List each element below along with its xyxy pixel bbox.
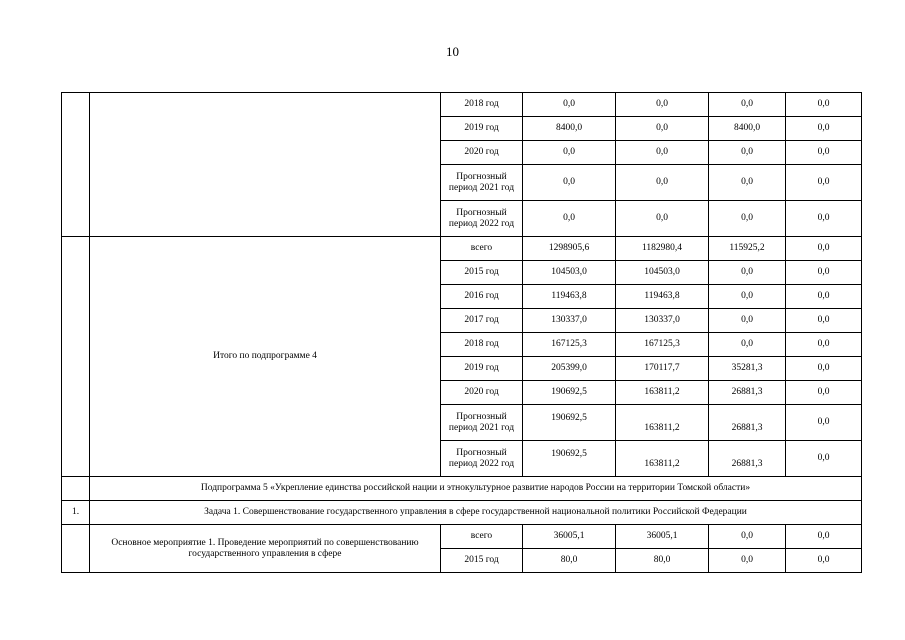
value-cell: 130337,0 [523,309,616,333]
row-number-cell [62,525,90,573]
value-cell: 0,0 [786,261,862,285]
value-cell: 0,0 [786,165,862,201]
value-cell: 0,0 [786,117,862,141]
value-cell: 0,0 [709,261,786,285]
year-cell: всего [441,525,523,549]
value-cell: 170117,7 [616,357,709,381]
value-cell: 26881,3 [709,381,786,405]
value-cell: 0,0 [786,309,862,333]
year-cell: Прогнозный период 2021 год [441,165,523,201]
row-number-cell [62,237,90,477]
value-cell: 0,0 [523,165,616,201]
value-cell: 163811,2 [616,381,709,405]
value-cell: 0,0 [709,201,786,237]
value-text: 190692,5 [551,413,587,423]
value-cell: 104503,0 [616,261,709,285]
value-cell: 119463,8 [616,285,709,309]
value-text: 26881,3 [731,423,763,433]
year-cell: Прогнозный период 2021 год [441,405,523,441]
value-cell: 0,0 [786,549,862,573]
value-cell: 104503,0 [523,261,616,285]
value-cell: 0,0 [523,141,616,165]
value-cell: 0,0 [616,93,709,117]
value-cell: 0,0 [709,525,786,549]
value-cell: 36005,1 [616,525,709,549]
value-cell [523,441,616,477]
value-cell: 0,0 [709,549,786,573]
year-cell: 2020 год [441,141,523,165]
value-cell: 190692,5 [523,381,616,405]
value-cell: 0,0 [786,285,862,309]
value-cell: 0,0 [616,201,709,237]
row-number-cell [62,477,90,501]
year-cell: 2019 год [441,117,523,141]
value-cell: 167125,3 [616,333,709,357]
value-cell: 115925,2 [709,237,786,261]
table-row [62,477,862,501]
value-cell: 1182980,4 [616,237,709,261]
value-cell: 0,0 [786,381,862,405]
value-text: 163811,2 [644,423,680,433]
row-number-cell [62,93,90,237]
value-cell: 119463,8 [523,285,616,309]
value-cell [523,405,616,441]
year-cell: 2015 год [441,549,523,573]
year-cell: 2020 год [441,381,523,405]
row-name-cell [90,93,441,237]
value-text: 26881,3 [731,459,763,469]
value-text: 163811,2 [644,459,680,469]
value-cell [616,405,709,441]
page-number: 10 [446,44,459,59]
value-cell: 0,0 [709,285,786,309]
value-cell [616,441,709,477]
year-cell: 2019 год [441,357,523,381]
table-row [62,501,862,525]
value-cell: 35281,3 [709,357,786,381]
table-row [62,237,862,261]
budget-table [61,92,862,573]
value-text: 190692,5 [551,449,587,459]
year-cell: 2016 год [441,285,523,309]
value-cell: 0,0 [786,441,862,477]
year-cell: 2018 год [441,333,523,357]
value-cell: 0,0 [709,333,786,357]
value-cell: 8400,0 [709,117,786,141]
value-cell: 0,0 [786,525,862,549]
table-row [62,525,862,549]
value-cell: 36005,1 [523,525,616,549]
value-cell: 205399,0 [523,357,616,381]
value-cell [709,441,786,477]
value-cell: 130337,0 [616,309,709,333]
year-cell: 2018 год [441,93,523,117]
value-cell: 0,0 [709,141,786,165]
value-cell: 80,0 [523,549,616,573]
value-cell: 0,0 [786,201,862,237]
value-cell: 0,0 [709,309,786,333]
task-number: 1. [62,501,90,525]
activity1-name: Основное мероприятие 1. Проведение мероприятий по совершенствованию государственного управления в сфере [90,525,441,573]
year-cell: Прогнозный период 2022 год [441,441,523,477]
value-cell: 0,0 [709,165,786,201]
table-row [62,93,862,117]
value-cell: 0,0 [523,93,616,117]
value-cell: 0,0 [786,405,862,441]
subprogram4-total-label: Итого по подпрограмме 4 [90,237,441,477]
year-cell: Прогнозный период 2022 год [441,201,523,237]
value-cell: 0,0 [786,237,862,261]
value-cell: 0,0 [523,201,616,237]
value-cell: 0,0 [786,93,862,117]
year-cell: 2017 год [441,309,523,333]
value-cell: 0,0 [786,141,862,165]
year-cell: всего [441,237,523,261]
value-cell: 0,0 [616,165,709,201]
value-cell: 0,0 [709,93,786,117]
subprogram5-title: Подпрограмма 5 «Укрепление единства российской нации и этнокультурное развитие народов России на территории Томской области» [90,477,862,501]
value-cell [709,405,786,441]
value-cell: 0,0 [616,141,709,165]
value-cell: 167125,3 [523,333,616,357]
value-cell: 0,0 [786,357,862,381]
value-cell: 8400,0 [523,117,616,141]
value-cell: 0,0 [786,333,862,357]
value-cell: 0,0 [616,117,709,141]
value-cell: 1298905,6 [523,237,616,261]
value-cell: 80,0 [616,549,709,573]
year-cell: 2015 год [441,261,523,285]
task1-title: Задача 1. Совершенствование государственного управления в сфере государственной национальной политики Российской Федерации [90,501,862,525]
